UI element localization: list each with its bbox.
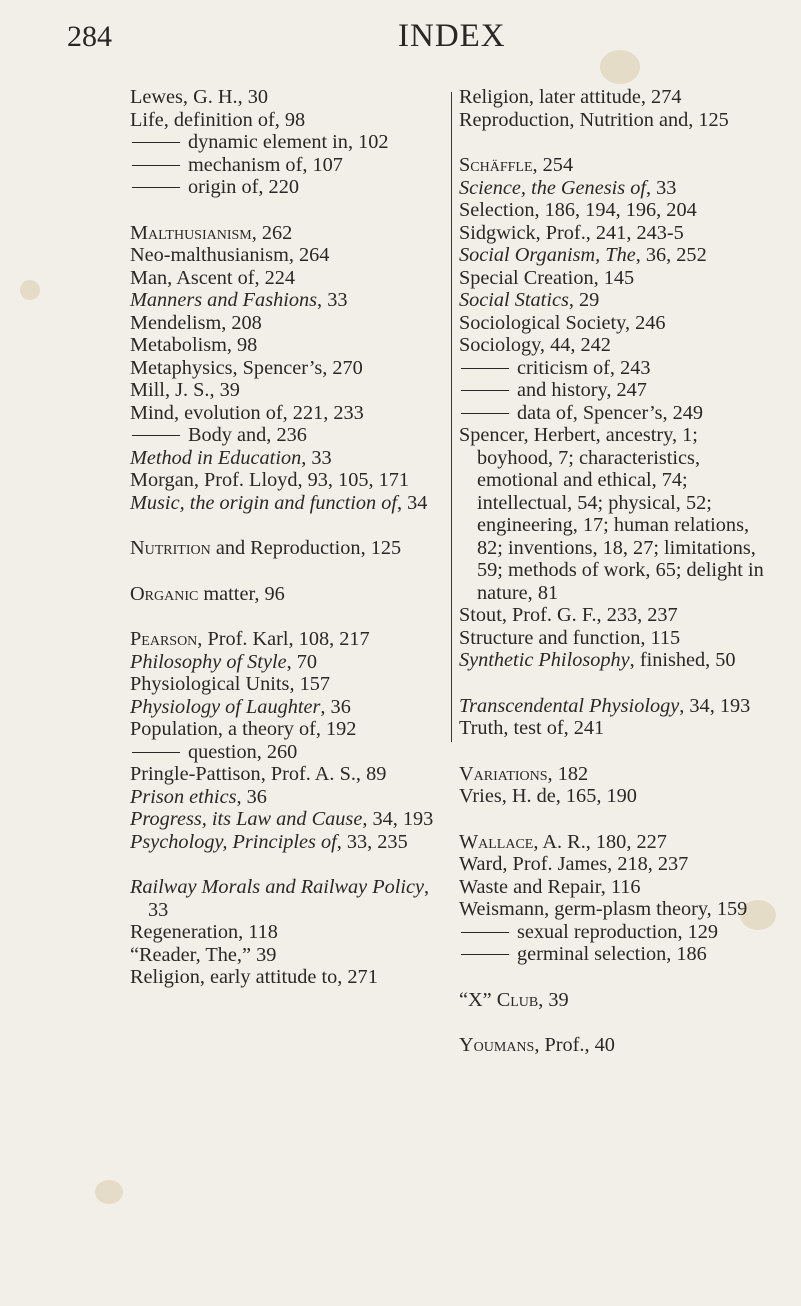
index-entry: Man, Ascent of, 224 [130, 266, 296, 289]
index-entry: Truth, test of, 241 [459, 717, 605, 739]
index-pages: , 34, 193 [362, 808, 434, 830]
index-entry: Vries, H. de, 165, 190 [459, 785, 637, 807]
index-entry: Structure and function, 115 [459, 626, 681, 649]
index-entry [130, 696, 442, 719]
index-column-right [459, 86, 777, 1057]
index-entry [130, 651, 442, 674]
index-subentry: sexual reproduction, 129 [459, 921, 777, 944]
index-pages: , Prof., 40 [534, 1034, 615, 1056]
index-entry: Regeneration, 118 [130, 921, 278, 943]
index-column-left [130, 86, 442, 989]
index-title: Philosophy of Style [130, 650, 287, 673]
index-subentry: germinal selection, 186 [459, 943, 777, 966]
page-title: INDEX [398, 18, 506, 54]
index-title: Prison ethics [130, 785, 237, 808]
index-title: Psychology, Principles of [130, 830, 337, 853]
paper-stain [20, 280, 40, 300]
index-pages: , 36, 252 [635, 244, 707, 266]
index-pages: , finished, 50 [629, 649, 736, 671]
index-title: Social Statics [459, 289, 569, 311]
index-entry [459, 1034, 777, 1057]
index-entry: Stout, Prof. G. F., 233, 237 [459, 604, 678, 626]
index-entry: Physiological Units, 157 [130, 673, 331, 695]
index-pages: , 34 [397, 491, 428, 514]
index-subentry: origin of, 220 [130, 176, 442, 199]
index-entry: Mill, J. S., 39 [130, 379, 240, 401]
index-pages: , 33 [148, 876, 430, 921]
index-entry [130, 222, 442, 245]
index-term: Variations [459, 762, 548, 785]
index-title: Progress, its Law and Cause [130, 808, 363, 830]
paper-stain [600, 50, 640, 84]
index-pages: , 34, 193 [679, 694, 751, 717]
index-pages: , 182 [547, 762, 589, 785]
index-entry: Waste and Repair, 116 [459, 875, 641, 898]
index-entry: Population, a theory of, 192 [130, 718, 357, 740]
index-pages: and Reproduction, 125 [210, 537, 402, 559]
index-pages: , 33 [301, 446, 332, 469]
index-entry [459, 695, 777, 718]
index-entry [130, 537, 442, 560]
index-pages: , 33 [317, 289, 348, 311]
index-entry: Pringle-Pattison, Prof. A. S., 89 [130, 763, 387, 785]
index-title: Method in Education [130, 446, 302, 469]
index-title: Synthetic Philosophy [459, 649, 630, 671]
index-pages: matter, 96 [198, 582, 285, 605]
index-pages: , 33, 235 [336, 830, 408, 853]
index-title: Music, the origin and function of [130, 491, 398, 514]
index-pages: , A. R., 180, 227 [533, 830, 667, 853]
index-entry: Religion, later attitude, 274 [459, 86, 682, 108]
index-entry: Selection, 186, 194, 196, 204 [459, 199, 697, 221]
index-entry: Sociological Society, 246 [459, 311, 666, 334]
column-divider [451, 92, 452, 742]
index-entry [459, 989, 777, 1012]
index-entry: Sociology, 44, 242 [459, 334, 611, 356]
index-subentry: data of, Spencer’s, 249 [459, 402, 777, 425]
index-subentry: Body and, 236 [130, 424, 442, 447]
index-entry [130, 447, 442, 470]
index-entry: Mendelism, 208 [130, 311, 262, 334]
index-term: Schäffle [459, 154, 533, 176]
index-entry: Sidgwick, Prof., 241, 243-5 [459, 221, 684, 244]
index-entry [459, 763, 777, 786]
index-entry: Reproduction, Nutrition and, 125 [459, 108, 729, 131]
index-pages: , 36 [236, 785, 267, 808]
index-entry [130, 831, 442, 854]
index-title: Physiology of Laughter [130, 695, 321, 718]
index-title: Science, the Genesis of [459, 176, 646, 199]
index-pages: , 70 [286, 650, 318, 673]
index-entry: Spencer, Herbert, ancestry, 1; boyhood, 7; characteristics, emotional and ethical, 74; intellectual, 54; physical, 52; engineering, 17; human relations, 82; inventions, 18, 27; limitations, 59; methods of work, 65; delight in nature, 81 [459, 424, 764, 604]
page-number: 284 [67, 20, 112, 53]
index-entry: Metaphysics, Spencer’s, 270 [130, 356, 363, 379]
index-pages: , 36 [320, 695, 351, 718]
index-pages: , 39 [538, 988, 569, 1011]
index-entry: Weismann, germ-plasm theory, 159 [459, 898, 748, 920]
index-entry [130, 492, 442, 515]
index-pages: , 254 [532, 154, 574, 176]
index-pages: , 33 [645, 176, 677, 199]
index-entry [130, 289, 442, 312]
index-entry [130, 628, 442, 651]
index-entry [459, 289, 777, 312]
index-entry: Mind, evolution of, 221, 233 [130, 401, 364, 424]
index-entry: Life, definition of, 98 [130, 108, 306, 131]
index-entry [459, 244, 777, 267]
index-term: Youmans [459, 1034, 535, 1056]
paper-stain [95, 1180, 123, 1204]
index-term: Pearson [130, 628, 198, 650]
index-title: Transcendental Physiology [459, 694, 680, 717]
index-entry [459, 831, 777, 854]
index-term: Organic [130, 582, 199, 605]
index-entry: Ward, Prof. James, 218, 237 [459, 853, 689, 875]
index-entry [459, 154, 777, 177]
index-term: Wallace [459, 830, 534, 853]
index-entry: Neo-malthusianism, 264 [130, 244, 330, 266]
index-entry: Metabolism, 98 [130, 334, 258, 356]
index-entry [459, 649, 777, 672]
index-pages: , 262 [251, 221, 293, 244]
index-entry: Morgan, Prof. Lloyd, 93, 105, 171 [130, 469, 410, 491]
index-pages: , Prof. Karl, 108, 217 [197, 628, 370, 650]
index-entry [130, 876, 442, 921]
index-entry: “Reader, The,” 39 [130, 943, 277, 966]
index-subentry: criticism of, 243 [459, 357, 777, 380]
index-subentry: question, 260 [130, 741, 442, 764]
index-subentry: dynamic element in, 102 [130, 131, 442, 154]
index-entry: Special Creation, 145 [459, 266, 635, 289]
index-entry [130, 786, 442, 809]
index-subentry: and history, 247 [459, 379, 777, 402]
index-term: Malthusianism [130, 221, 252, 244]
index-entry [130, 583, 442, 606]
index-title: Manners and Fashions [130, 289, 318, 311]
index-term: “X” Club [459, 988, 539, 1011]
index-entry [130, 808, 442, 831]
index-pages: , 29 [568, 289, 600, 311]
index-term: Nutrition [130, 537, 211, 559]
index-entry: Lewes, G. H., 30 [130, 86, 268, 108]
index-entry: Religion, early attitude to, 271 [130, 966, 378, 988]
index-subentry: mechanism of, 107 [130, 154, 442, 177]
index-title: Railway Morals and Railway Policy [130, 876, 425, 898]
index-title: Social Organism, The [459, 244, 636, 266]
index-entry [459, 177, 777, 200]
